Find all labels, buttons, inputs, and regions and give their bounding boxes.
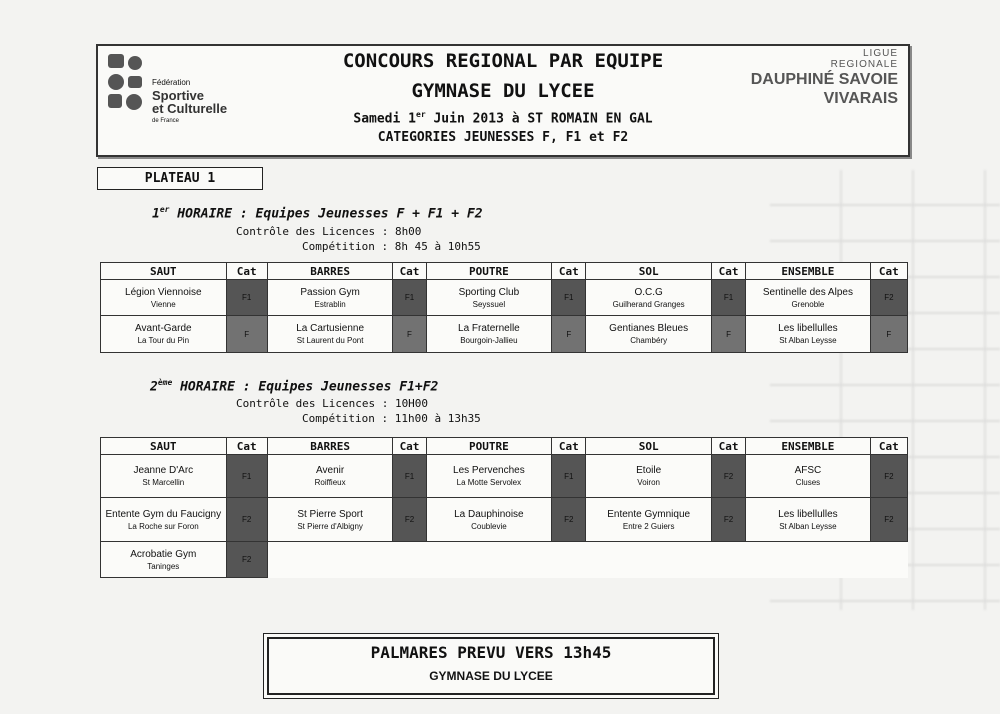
- horaire2-title: 2ème HORAIRE : Equipes Jeunesses F1+F2: [150, 378, 439, 395]
- club-location: Roiffieux: [314, 478, 346, 487]
- plateau-label: PLATEAU 1: [97, 167, 263, 190]
- club-location: St Laurent du Pont: [296, 336, 364, 345]
- club-cell: [101, 316, 227, 353]
- club-location: Grenoble: [791, 299, 825, 309]
- club-location: La Roche sur Foron: [127, 521, 199, 531]
- club-location: Seyssuel: [472, 299, 506, 309]
- club-location: Bourgoin-Jallieu: [460, 336, 518, 345]
- club-location: Cluses: [795, 478, 821, 487]
- org-line4: de France: [152, 118, 180, 124]
- club-name: Entente Gymnique: [607, 508, 691, 520]
- category-cell: F2: [870, 280, 907, 316]
- column-header: SAUT: [101, 263, 227, 280]
- column-header: Cat: [870, 438, 907, 455]
- palmares-venue: GYMNASE DU LYCEE: [429, 669, 553, 683]
- fscf-logo: [106, 52, 236, 124]
- category-cell: F1: [552, 280, 586, 316]
- column-header: SOL: [586, 263, 712, 280]
- club-cell: [586, 280, 712, 316]
- club-cell: [267, 316, 393, 353]
- club-name: Légion Viennoise: [125, 286, 202, 298]
- category-cell: F: [870, 316, 907, 353]
- category-cell: F1: [226, 280, 267, 316]
- empty-cell: [586, 542, 712, 578]
- horaire2-competition: Compétition : 11h00 à 13h35: [302, 412, 481, 425]
- horaire1-title: 1er HORAIRE : Equipes Jeunesses F + F1 + F2: [152, 205, 483, 222]
- club-name: Acrobatie Gym: [130, 548, 197, 560]
- club-name: Passion Gym: [300, 286, 360, 298]
- column-header: SAUT: [101, 438, 227, 455]
- horaire2-licences: Contrôle des Licences : 10H00: [236, 397, 429, 410]
- club-name: Entente Gym du Faucigny: [105, 508, 222, 520]
- column-header: ENSEMBLE: [746, 438, 871, 455]
- table-row: [101, 280, 908, 316]
- club-name: O.C.G: [634, 286, 663, 298]
- club-cell: [586, 316, 712, 353]
- column-header: Cat: [393, 263, 426, 280]
- club-location: La Tour du Pin: [137, 336, 190, 345]
- club-name: Jeanne D'Arc: [133, 465, 194, 476]
- category-cell: F2: [393, 498, 426, 542]
- column-header: Cat: [226, 438, 267, 455]
- club-cell: [746, 498, 871, 542]
- category-cell: F: [711, 316, 745, 353]
- column-header: Cat: [552, 438, 586, 455]
- empty-cell: [267, 542, 393, 578]
- club-cell: [746, 455, 871, 498]
- category-cell: F2: [870, 455, 907, 498]
- club-name: Avenir: [316, 465, 345, 476]
- category-cell: F2: [870, 498, 907, 542]
- club-location: Taninges: [147, 561, 180, 571]
- club-location: Coublevie: [471, 521, 507, 531]
- palmares-box: [267, 637, 715, 695]
- schedule-table-2: [100, 437, 908, 578]
- table-row: [101, 316, 908, 353]
- column-header: POUTRE: [426, 263, 552, 280]
- org-line1: Fédération: [152, 78, 191, 87]
- category-cell: F2: [711, 498, 745, 542]
- categories-line: CATEGORIES JEUNESSES F, F1 et F2: [377, 130, 629, 145]
- column-header: Cat: [870, 263, 907, 280]
- club-cell: [586, 455, 712, 498]
- club-cell: [101, 542, 227, 578]
- org-line2: Sportive: [152, 88, 205, 103]
- empty-cell: [746, 542, 871, 578]
- club-name: Sentinelle des Alpes: [762, 286, 853, 298]
- empty-cell: [426, 542, 552, 578]
- schedule-table-1: [100, 262, 908, 353]
- column-header: ENSEMBLE: [746, 263, 871, 280]
- empty-cell: [552, 542, 586, 578]
- category-cell: F: [226, 316, 267, 353]
- club-name: Avant-Garde: [135, 323, 192, 334]
- table-row: [101, 455, 908, 498]
- category-cell: F2: [711, 455, 745, 498]
- club-location: Voiron: [637, 478, 660, 487]
- club-cell: [426, 498, 552, 542]
- club-name: Gentianes Bleues: [609, 323, 689, 334]
- palmares-time: PALMARES PREVU VERS 13h45: [370, 643, 612, 662]
- club-cell: [267, 455, 393, 498]
- table-row: [101, 498, 908, 542]
- club-cell: [746, 280, 871, 316]
- column-header: Cat: [552, 263, 586, 280]
- empty-cell: [870, 542, 907, 578]
- club-name: La Cartusienne: [296, 323, 365, 334]
- club-cell: [746, 316, 871, 353]
- horaire1-competition: Compétition : 8h 45 à 10h55: [302, 240, 481, 253]
- ligue-logo: LIGUE REGIONALE DAUPHINÉ SAVOIE VIVARAIS: [750, 48, 898, 107]
- club-name: Sporting Club: [458, 286, 520, 298]
- club-cell: [101, 498, 227, 542]
- club-cell: [267, 280, 393, 316]
- title-venue: GYMNASE DU LYCEE: [411, 80, 595, 102]
- category-cell: F2: [552, 498, 586, 542]
- column-header: POUTRE: [426, 438, 552, 455]
- column-header: BARRES: [267, 263, 393, 280]
- club-name: La Dauphinoise: [454, 508, 524, 520]
- club-location: St Pierre d'Albigny: [297, 521, 363, 531]
- club-name: Etoile: [636, 465, 662, 476]
- club-cell: [267, 498, 393, 542]
- club-cell: [586, 498, 712, 542]
- category-cell: F: [552, 316, 586, 353]
- fscf-logo-icon: [106, 52, 146, 112]
- club-location: Estrablin: [314, 299, 346, 309]
- category-cell: F1: [711, 280, 745, 316]
- category-cell: F1: [393, 455, 426, 498]
- empty-cell: [393, 542, 426, 578]
- club-location: Vienne: [150, 299, 176, 309]
- club-cell: [101, 280, 227, 316]
- title-competition: CONCOURS REGIONAL PAR EQUIPE: [342, 50, 664, 72]
- category-cell: F: [393, 316, 426, 353]
- empty-cell: [711, 542, 745, 578]
- column-header: Cat: [393, 438, 426, 455]
- category-cell: F1: [226, 455, 267, 498]
- club-cell: [426, 280, 552, 316]
- club-location: Guilherand Granges: [612, 299, 685, 309]
- column-header: BARRES: [267, 438, 393, 455]
- club-name: Les libellulles: [778, 508, 838, 520]
- club-name: La Fraternelle: [458, 323, 520, 334]
- club-location: Entre 2 Guiers: [622, 521, 675, 531]
- club-cell: [101, 455, 227, 498]
- club-cell: [426, 455, 552, 498]
- club-location: Chambéry: [630, 336, 668, 345]
- column-header: Cat: [711, 263, 745, 280]
- event-date: Samedi 1er Juin 2013 à ST ROMAIN EN GAL: [353, 110, 653, 127]
- club-location: St Marcellin: [142, 478, 185, 487]
- club-name: Les libellulles: [778, 323, 838, 334]
- category-cell: F1: [552, 455, 586, 498]
- club-location: St Alban Leysse: [779, 336, 837, 345]
- document-header: [96, 44, 910, 157]
- club-name: St Pierre Sport: [297, 508, 363, 520]
- column-header: Cat: [711, 438, 745, 455]
- club-cell: [426, 316, 552, 353]
- club-location: St Alban Leysse: [779, 521, 837, 531]
- category-cell: F2: [226, 542, 267, 578]
- horaire1-licences: Contrôle des Licences : 8h00: [236, 225, 422, 238]
- org-line3: et Culturelle: [152, 101, 228, 116]
- column-header: SOL: [586, 438, 712, 455]
- club-name: AFSC: [794, 465, 822, 476]
- table-row: [101, 542, 908, 578]
- club-name: Les Pervenches: [453, 465, 525, 476]
- category-cell: F1: [393, 280, 426, 316]
- column-header: Cat: [226, 263, 267, 280]
- category-cell: F2: [226, 498, 267, 542]
- club-location: La Motte Servolex: [456, 478, 522, 487]
